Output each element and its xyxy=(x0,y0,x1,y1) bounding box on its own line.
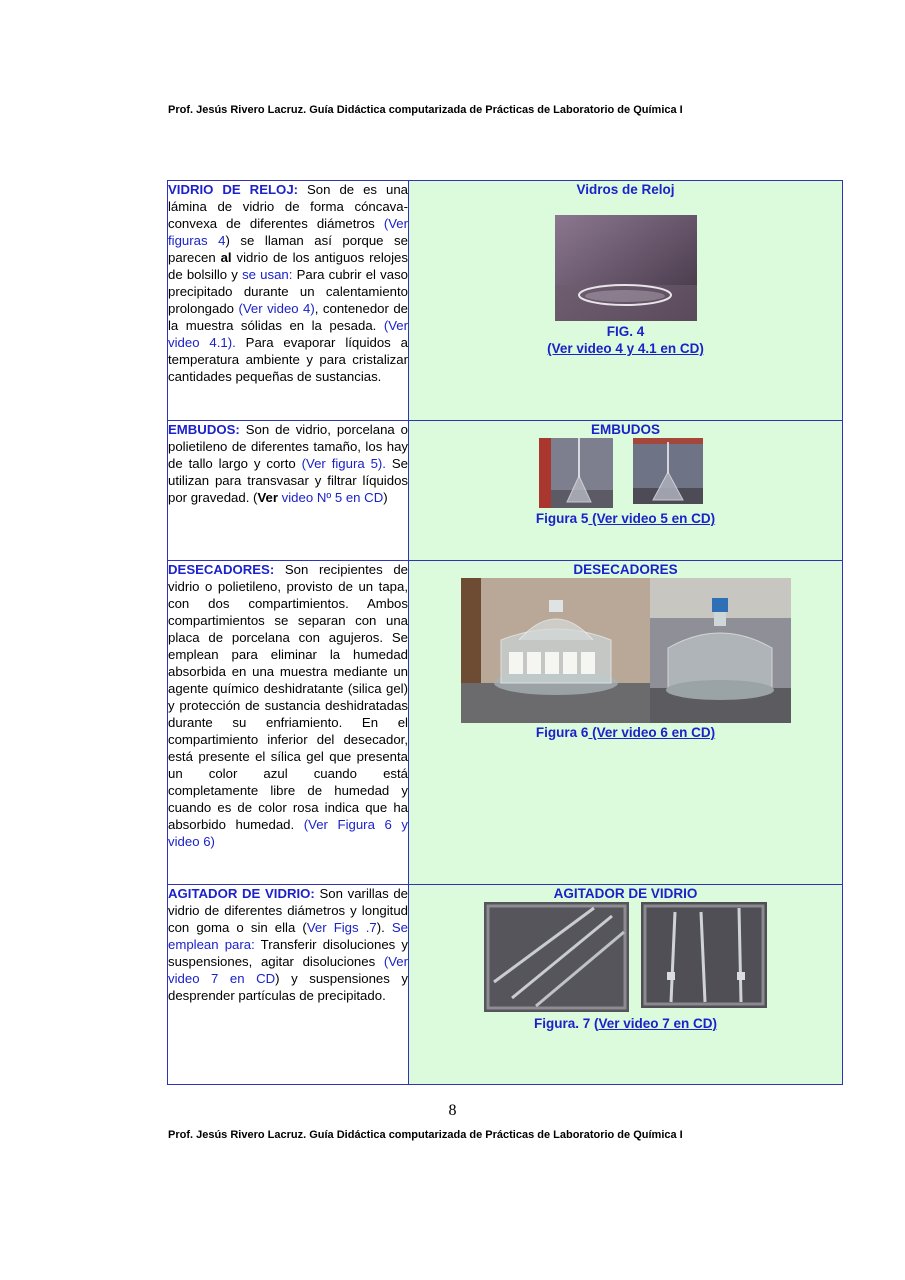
term-label: VIDRIO DE RELOJ: xyxy=(168,182,299,197)
video-link[interactable]: (Ver video 6 en CD) xyxy=(588,725,716,740)
description-cell xyxy=(168,181,409,421)
page-number: 8 xyxy=(448,1102,457,1119)
video-link[interactable]: video Nº 5 en CD xyxy=(277,490,384,505)
cell-title: DESECADORES xyxy=(573,562,678,577)
description-text: Ver xyxy=(257,490,278,505)
funnel-photo-2 xyxy=(633,438,703,504)
figure-caption: Figura 6 xyxy=(535,725,589,740)
description-text: Son varillas de vidrio de diferentes diámetros y longitud con goma o sin ella ( xyxy=(168,886,408,935)
cell-title: EMBUDOS xyxy=(590,422,660,437)
term-label: AGITADOR DE VIDRIO: xyxy=(168,886,315,901)
description-text: vidrio de los antiguos relojes de bolsillo y xyxy=(168,250,408,282)
description-text: Se utilizan para transvasar y filtrar líquidos por gravedad. ( xyxy=(168,456,409,505)
figure-caption: Figura. 7 ( xyxy=(533,1016,599,1031)
cell-title: Vidros de Reloj xyxy=(576,182,675,197)
description-cell xyxy=(168,421,409,561)
figure-link[interactable]: Ver Figs .7 xyxy=(306,920,377,935)
table-row-funnels xyxy=(168,421,843,561)
description-text: , contenedor de la muestra sólidas en la pesada. xyxy=(168,301,408,333)
figure-caption: FIG. 4 xyxy=(606,324,645,339)
description-text: Son de vidrio, porcelana o polietileno de diferentes tamaño, los hay de tallo largo y corto xyxy=(168,422,408,471)
video-link[interactable]: (Ver video 4.1). xyxy=(168,318,408,350)
figure-link[interactable]: (Ver figura 5). xyxy=(301,456,386,471)
figure-link[interactable]: (Ver Figura 6 y video 6) xyxy=(168,817,408,849)
description-text: Son de es una lámina de vidrio de forma cóncava-convexa de diferentes diámetros xyxy=(168,182,408,231)
table-row-glass-rod xyxy=(168,885,843,1085)
description-text: ) se llaman así porque se parecen xyxy=(168,233,408,265)
figure-caption: Figura 5 xyxy=(535,511,589,526)
description-cell xyxy=(168,561,409,885)
figure-link[interactable]: (Ver figuras 4 xyxy=(168,216,408,248)
running-header: Prof. Jesús Rivero Lacruz. Guía Didáctica computarizada de Prácticas de Laboratorio de Química I xyxy=(168,104,683,116)
description-text: Para evaporar líquidos a temperatura ambiente y para cristalizar cantidades pequeñas de sustancias. xyxy=(168,335,408,384)
description-text: ). xyxy=(376,920,392,935)
table-row-watch-glass xyxy=(168,181,843,421)
instrument-table xyxy=(167,180,843,1085)
description-text: Son recipientes de vidrio o polietileno, provisto de un tapa, con dos compartimientos. Ambos compartimientos se separan con una placa de porcelana con agujeros. Se emplean para eliminar la humedad absorbida en una muestra mediante un agente químico deshidratante (silica gel) y protección de sustancia deshidratadas durante su enfriamiento. En el compartimiento inferior del desecador, está presente el sílica gel que presenta un color azul cuando está completamente libre de humedad y cuando es de color rosa indica que ha absorbido humedad. xyxy=(168,562,408,832)
term-label: DESECADORES: xyxy=(168,562,275,577)
description-text: ) y suspensiones y desprender partículas de precipitado. xyxy=(168,971,408,1003)
video-link[interactable]: (Ver video 4) xyxy=(238,301,315,316)
image-cell xyxy=(409,181,843,421)
description-cell xyxy=(168,885,409,1085)
uses-label: Se emplean para: xyxy=(168,920,408,952)
glass-rods-photo-2 xyxy=(641,902,767,1008)
uses-label: se usan: xyxy=(242,267,293,282)
image-cell xyxy=(409,421,843,561)
video-link[interactable]: Ver video 7 en CD) xyxy=(598,1016,718,1031)
glass-rods-photo-1 xyxy=(484,902,629,1012)
watch-glass-photo xyxy=(555,215,697,321)
image-cell xyxy=(409,885,843,1085)
description-text: ) xyxy=(383,490,388,505)
video-link[interactable]: (Ver video 4 y 4.1 en CD) xyxy=(547,341,704,356)
video-link[interactable]: (Ver video 7 en CD xyxy=(168,954,408,986)
term-label: EMBUDOS: xyxy=(168,422,240,437)
desiccator-photo-2 xyxy=(650,578,791,723)
table-row-desiccators xyxy=(168,561,843,885)
funnel-photo-1 xyxy=(539,438,613,508)
desiccator-photo-1 xyxy=(461,578,650,723)
image-cell xyxy=(409,561,843,885)
description-text: Para cubrir el vaso precipitado durante un calentamiento prolongado xyxy=(168,267,409,316)
running-footer: Prof. Jesús Rivero Lacruz. Guía Didáctica computarizada de Prácticas de Laboratorio de Química I xyxy=(168,1129,683,1141)
video-link[interactable]: (Ver video 5 en CD) xyxy=(588,511,716,526)
description-text: al xyxy=(220,250,232,265)
description-text: Transferir disoluciones y suspensiones, agitar disoluciones xyxy=(168,937,408,969)
cell-title: AGITADOR DE VIDRIO xyxy=(553,886,698,901)
